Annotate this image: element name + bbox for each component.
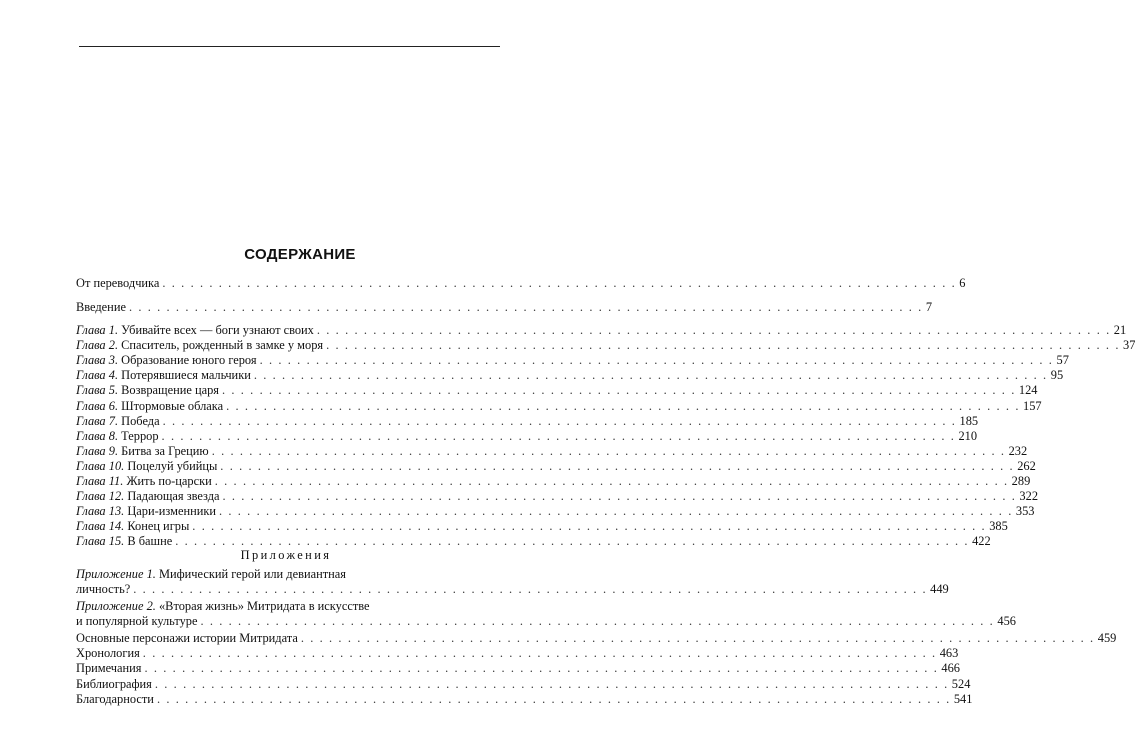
entry-label: Введение [76,300,126,314]
dot-leader: . . . . . . . . . . . . . . . . . . . . . . . . . . . . . . . . . . . . . . . . . . . . . . . . . . . . . . . . . . . . . . . . . . . . . . . . . . . . . . . . . . . . . [220,458,1015,473]
toc-chapter [76,352,1069,368]
dot-leader: . . . . . . . . . . . . . . . . . . . . . . . . . . . . . . . . . . . . . . . . . . . . . . . . . . . . . . . . . . . . . . . . . . . . . . . . . . . . . . . . . . . . . [192,519,987,534]
dot-leader: . . . . . . . . . . . . . . . . . . . . . . . . . . . . . . . . . . . . . . . . . . . . . . . . . . . . . . . . . . . . . . . . . . . . . . . . . . . . . . . . . . . . . [154,676,949,691]
chapter-word: Глава [76,368,106,383]
page-number: 449 [930,582,949,596]
chapter-title: Убивайте всех — боги узнают своих [121,323,314,337]
chapter-number: 1. [108,323,119,337]
chapter-number: 9. [108,443,119,458]
chapter-label [76,352,257,368]
page-number: 322 [1019,489,1039,504]
dot-leader: . . . . . . . . . . . . . . . . . . . . . . . . . . . . . . . . . . . . . . . . . . . . . . . . . . . . . . . . . . . . . . . . . . . . . . . . . . . . . . . . . . . . . [214,474,1009,488]
chapter-number: 3. [108,353,119,368]
dot-leader: . . . . . . . . . . . . . . . . . . . . . . . . . . . . . . . . . . . . . . . . . . . . . . . . . . . . . . . . . . . . . . . . . . . . . . . . . . . . . . . . . . . . . [211,443,1006,458]
chapter-word: Глава [76,413,106,428]
page-number: 124 [1018,383,1038,398]
chapter-label [76,428,159,444]
page-number: 95 [1050,368,1064,383]
chapter-label [76,443,209,459]
chapter-label [76,488,220,504]
chapter-title: Потерявшиеся мальчики [121,368,251,383]
toc-chapter [76,488,1039,504]
dot-leader: . . . . . . . . . . . . . . . . . . . . . . . . . . . . . . . . . . . . . . . . . . . . . . . . . . . . . . . . . . . . . . . . . . . . . . . . . . . . . . . . . . . . . [175,534,970,549]
toc-chapter [76,533,991,549]
chapter-word: Глава [76,489,106,504]
chapter-title: Образование юного героя [121,353,257,368]
dot-leader: . . . . . . . . . . . . . . . . . . . . . . . . . . . . . . . . . . . . . . . . . . . . . . . . . . . . . . . . . . . . . . . . . . . . . . . . . . . . . . . . . . . . . [316,323,1111,337]
chapter-word: Глава [76,534,106,549]
entry-label: Хронология [76,646,140,661]
chapter-title: Битва за Грецию [121,443,209,458]
toc-entry [76,630,1117,646]
toc-chapter [76,413,979,429]
page-number: 541 [953,691,973,706]
toc-chapter [76,322,1127,338]
toc-chapter [76,458,1036,474]
dot-leader: . . . . . . . . . . . . . . . . . . . . . . . . . . . . . . . . . . . . . . . . . . . . . . . . . . . . . . . . . . . . . . . . . . . . . . . . . . . . . . . . . . . . . [219,504,1013,519]
toc-chapter [76,443,1028,459]
appendix-line-1 [76,598,496,614]
dot-leader: . . . . . . . . . . . . . . . . . . . . . . . . . . . . . . . . . . . . . . . . . . . . . . . . . . . . . . . . . . . . . . . . . . . . . . . . . . . . . . . . . . . . . [221,383,1016,398]
chapter-title: Конец игры [127,519,190,534]
page-number: 385 [989,519,1008,534]
appendix-title: Мифический герой или девиантная [158,567,346,581]
toc-chapter [76,382,1038,398]
page-number: 353 [1015,504,1035,519]
appendix-line-1 [76,566,496,582]
toc-entry [76,299,933,315]
chapter-number: 13. [108,504,125,519]
dot-leader: . . . . . . . . . . . . . . . . . . . . . . . . . . . . . . . . . . . . . . . . . . . . . . . . . . . . . . . . . . . . . . . . . . . . . . . . . . . . . . . . . . . . . [156,691,951,706]
dot-leader: . . . . . . . . . . . . . . . . . . . . . . . . . . . . . . . . . . . . . . . . . . . . . . . . . . . . . . . . . . . . . . . . . . . . . . . . . . . . . . . . . . . . . [161,428,956,443]
page-title: СОДЕРЖАНИЕ [244,246,356,263]
chapter-word: Глава [76,474,106,488]
page-number: 157 [1023,398,1042,413]
chapter-word: Глава [76,338,106,353]
dot-leader: . . . . . . . . . . . . . . . . . . . . . . . . . . . . . . . . . . . . . . . . . . . . . . . . . . . . . . . . . . . . . . . . . . . . . . . . . . . . . . . . . . . . . [253,368,1048,383]
dot-leader: . . . . . . . . . . . . . . . . . . . . . . . . . . . . . . . . . . . . . . . . . . . . . . . . . . . . . . . . . . . . . . . . . . . . . . . . . . . . . . . . . . . . . [162,413,957,428]
page-number: 466 [941,661,960,676]
page-number: 37 [1123,338,1135,353]
chapter-title: Цари-изменники [127,504,216,519]
page-number: 459 [1097,631,1117,645]
dot-leader: . . . . . . . . . . . . . . . . . . . . . . . . . . . . . . . . . . . . . . . . . . . . . . . . . . . . . . . . . . . . . . . . . . . . . . . . . . . . . . . . . . . . . [326,338,1121,353]
chapter-word: Глава [76,519,106,534]
dot-leader: . . . . . . . . . . . . . . . . . . . . . . . . . . . . . . . . . . . . . . . . . . . . . . . . . . . . . . . . . . . . . . . . . . . . . . . . . . . . . . . . . . . . . [200,614,995,628]
chapter-title: Возвращение царя [121,383,219,398]
chapter-number: 5. [108,383,119,398]
appendix-heading: Приложения [240,548,332,562]
page-number: 456 [997,614,1016,628]
chapter-number: 12. [108,489,125,504]
chapter-number: 15. [108,534,125,549]
chapter-word: Глава [76,443,106,458]
dot-leader: . . . . . . . . . . . . . . . . . . . . . . . . . . . . . . . . . . . . . . . . . . . . . . . . . . . . . . . . . . . . . . . . . . . . . . . . . . . . . . . . . . . . . [133,582,928,596]
page-number: 7 [925,300,933,314]
page-number: 422 [972,534,991,549]
appendix-prefix: Приложение 2. [76,599,156,613]
toc-entry [76,691,973,707]
toc-chapter [76,367,1064,383]
entry-label: Библиография [76,676,152,691]
chapter-title: Победа [121,413,160,428]
chapter-title: Жить по-царски [126,474,212,488]
chapter-label [76,458,217,474]
chapter-number: 7. [108,413,119,428]
chapter-label [76,473,212,489]
entry-label: Примечания [76,661,142,676]
entry-label: Основные персонажи истории Митридата [76,631,298,645]
page-number: 57 [1056,353,1069,368]
chapter-number: 2. [108,338,119,353]
chapter-label [76,398,223,414]
chapter-number: 4. [108,368,119,383]
chapter-number: 6. [108,398,119,413]
chapter-title: Спаситель, рожденный в замке у моря [121,338,324,353]
chapter-label [76,413,160,429]
toc-entry [76,645,959,661]
toc-chapter [76,518,1008,534]
dot-leader: . . . . . . . . . . . . . . . . . . . . . . . . . . . . . . . . . . . . . . . . . . . . . . . . . . . . . . . . . . . . . . . . . . . . . . . . . . . . . . . . . . . . . [222,489,1017,504]
chapter-word: Глава [76,353,106,368]
toc-appendix [76,613,1016,629]
chapter-word: Глава [76,458,106,473]
page-number: 185 [959,413,979,428]
toc-entry [76,676,971,692]
chapter-label [76,367,251,383]
top-rule [79,46,500,47]
chapter-label [76,518,189,534]
dot-leader: . . . . . . . . . . . . . . . . . . . . . . . . . . . . . . . . . . . . . . . . . . . . . . . . . . . . . . . . . . . . . . . . . . . . . . . . . . . . . . . . . . . . . [128,300,923,314]
toc-appendix [76,581,949,597]
chapter-label [76,503,216,519]
page-number: 289 [1011,474,1031,488]
appendix-title-cont: личность? [76,582,131,596]
entry-label: От переводчика [76,276,160,290]
dot-leader: . . . . . . . . . . . . . . . . . . . . . . . . . . . . . . . . . . . . . . . . . . . . . . . . . . . . . . . . . . . . . . . . . . . . . . . . . . . . . . . . . . . . . [144,661,939,676]
chapter-title: Поцелуй убийцы [127,458,218,473]
chapter-title: В башне [127,534,173,549]
dot-leader: . . . . . . . . . . . . . . . . . . . . . . . . . . . . . . . . . . . . . . . . . . . . . . . . . . . . . . . . . . . . . . . . . . . . . . . . . . . . . . . . . . . . . [259,353,1054,368]
page-number: 262 [1017,458,1036,473]
toc-entry [76,660,960,676]
dot-leader: . . . . . . . . . . . . . . . . . . . . . . . . . . . . . . . . . . . . . . . . . . . . . . . . . . . . . . . . . . . . . . . . . . . . . . . . . . . . . . . . . . . . . [142,646,937,661]
page-number: 463 [939,646,959,661]
toc-chapter [76,398,1042,414]
chapter-title: Штормовые облака [121,398,224,413]
chapter-number: 11. [108,474,124,488]
page-number: 6 [959,276,966,290]
page-number: 210 [958,428,978,443]
toc-chapter [76,337,1135,353]
appendix-title: «Вторая жизнь» Митридата в искусстве [158,599,370,613]
toc-entry [76,275,966,291]
chapter-number: 10. [108,458,125,473]
toc-chapter [76,473,1031,489]
chapter-label [76,533,172,549]
dot-leader: . . . . . . . . . . . . . . . . . . . . . . . . . . . . . . . . . . . . . . . . . . . . . . . . . . . . . . . . . . . . . . . . . . . . . . . . . . . . . . . . . . . . . [300,631,1095,645]
chapter-word: Глава [76,383,106,398]
page-number: 232 [1008,443,1028,458]
dot-leader: . . . . . . . . . . . . . . . . . . . . . . . . . . . . . . . . . . . . . . . . . . . . . . . . . . . . . . . . . . . . . . . . . . . . . . . . . . . . . . . . . . . . . [162,276,957,290]
chapter-number: 8. [108,428,119,443]
chapter-title: Террор [121,428,159,443]
chapter-word: Глава [76,428,106,443]
chapter-word: Глава [76,323,106,337]
chapter-number: 14. [108,519,125,534]
page-number: 21 [1113,323,1127,337]
chapter-label [76,322,314,338]
chapter-title: Падающая звезда [127,489,220,504]
page-number: 524 [951,676,971,691]
chapter-label [76,337,323,353]
toc-chapter [76,503,1035,519]
dot-leader: . . . . . . . . . . . . . . . . . . . . . . . . . . . . . . . . . . . . . . . . . . . . . . . . . . . . . . . . . . . . . . . . . . . . . . . . . . . . . . . . . . . . . [226,398,1021,413]
chapter-word: Глава [76,398,106,413]
chapter-word: Глава [76,504,106,519]
chapter-label [76,382,219,398]
toc-chapter [76,428,978,444]
entry-label: Благодарности [76,691,154,706]
appendix-title-cont: и популярной культуре [76,614,198,628]
appendix-prefix: Приложение 1. [76,567,156,581]
